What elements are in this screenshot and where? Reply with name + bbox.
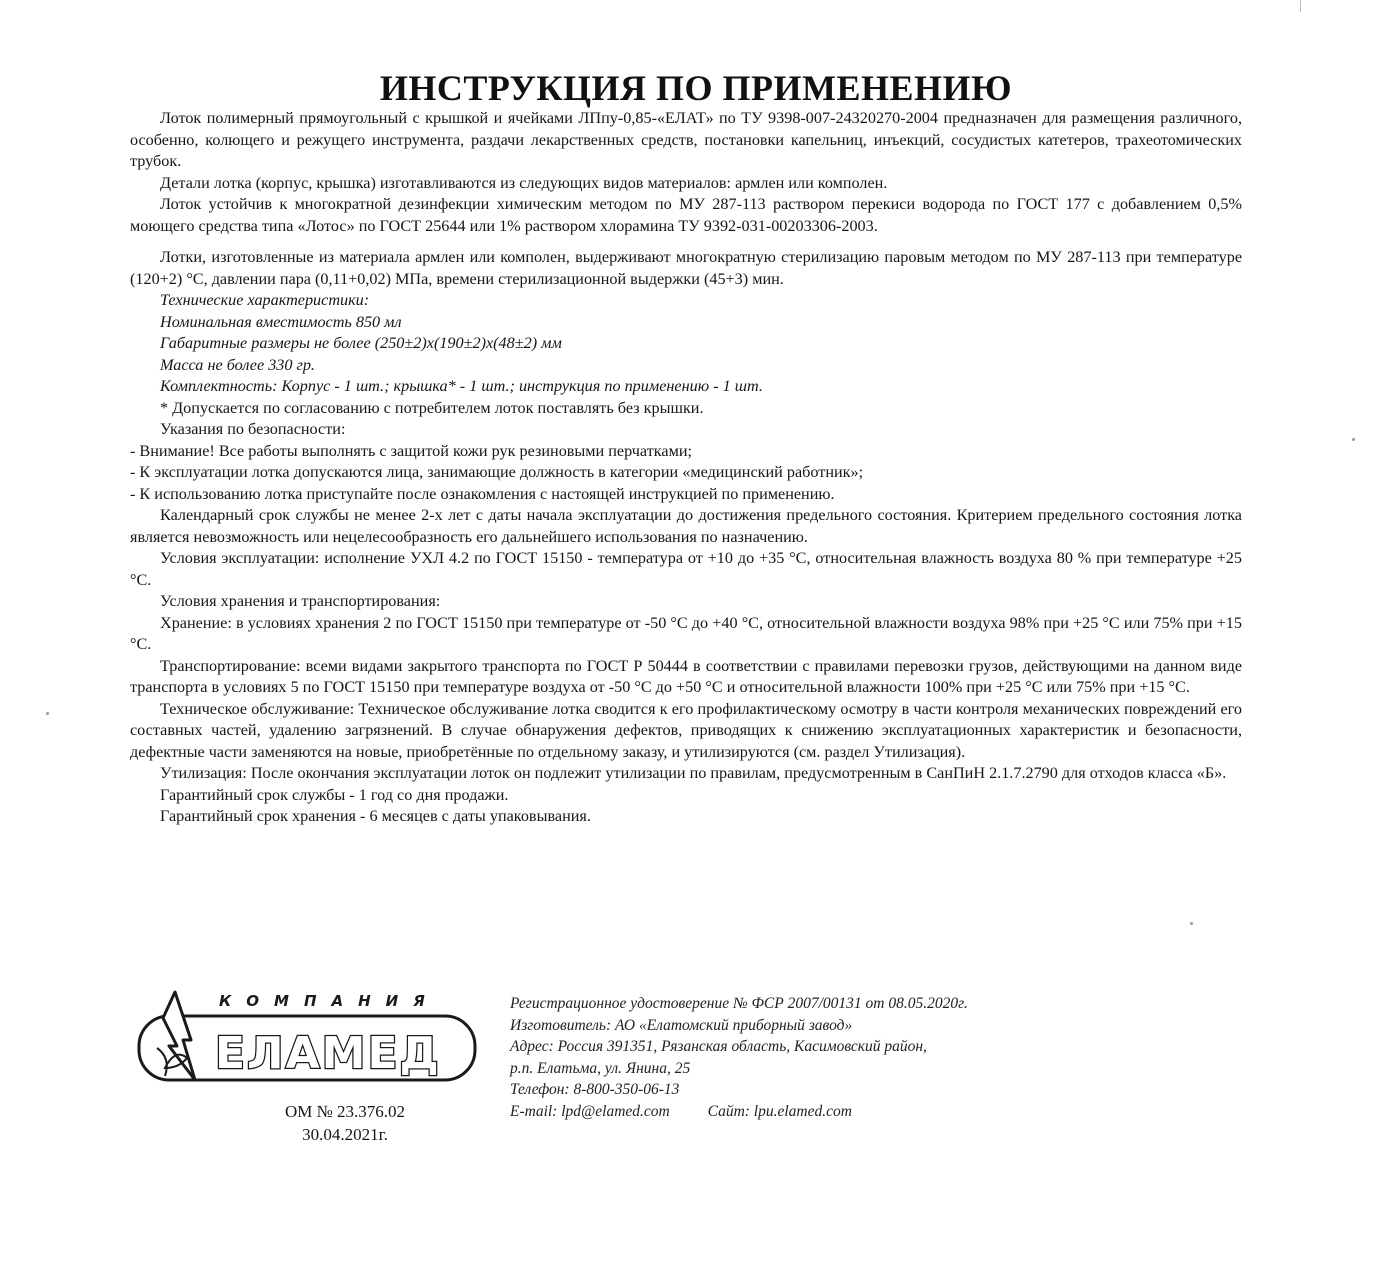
spec-dimensions: Габаритные размеры не более (250±2)х(190±2)х(48±2) мм — [160, 334, 562, 352]
storage-title: Условия хранения и транспортирования: — [160, 592, 441, 610]
logo-brand: ЕЛАМЕД — [215, 1028, 441, 1079]
paragraph-purpose: Лоток полимерный прямоугольный с крышкой и ячейками ЛПпу-0,85-«ЕЛАТ» по ТУ 9398-007-24320270-2004 предназначен для размещения различного, особенно, колющего и режущего инструмента, раздачи лекарственных средств, постановки капельниц, инъекций, сосудистых катетеров, трахеотомических трубок. — [130, 109, 1242, 170]
spec-volume: Номинальная вместимость 850 мл — [160, 312, 402, 331]
manufacturer: Изготовитель: АО «Елатомский приборный завод» — [510, 1016, 853, 1034]
site-link[interactable]: Сайт: lpu.elamed.com — [707, 1102, 852, 1120]
om-block — [230, 1100, 460, 1146]
safety-item-instruction: - К использованию лотка приступайте после ознакомления с настоящей инструкцией по применению. — [130, 484, 835, 503]
om-date: 30.04.2021г. — [302, 1125, 388, 1144]
paragraph-disinfection: Лоток устойчив к многократной дезинфекции химическим методом по МУ 287-113 раствором перекиси водорода по ГОСТ 177 с добавлением 0,5% моющего средства типа «Лотос» по ГОСТ 25644 или 1% раствором хлорамина ТУ 9392-031-00203306-2003. — [130, 195, 1242, 235]
document-title: ИНСТРУКЦИЯ ПО ПРИМЕНЕНИЮ — [379, 68, 1013, 108]
phone: Телефон: 8-800-350-06-13 — [510, 1081, 680, 1098]
spec-title: Технические характеристики: — [160, 291, 370, 309]
instruction-body — [130, 108, 1242, 828]
scan-speck — [46, 712, 49, 715]
footnote: * Допускается по согласованию с потребителем лоток поставлять без крышки. — [160, 398, 704, 417]
paragraph-transport: Транспортирование: всеми видами закрытого транспорта по ГОСТ Р 50444 в соответствии с правилами перевозки грузов, действующими на данном виде транспорта в условиях 5 по ГОСТ 15150 при температуре воздуха от -50 °С до +50 °С и относительной влажности 100% при +25 °С или 75% при +15 °С. — [130, 656, 1242, 696]
safety-title: Указания по безопасности: — [160, 420, 346, 438]
spec-kit: Комплектность: Корпус - 1 шт.; крышка* - 1 шт.; инструкция по применению - 1 шт. — [160, 377, 763, 395]
contacts-line — [510, 1101, 1210, 1123]
scan-corner-mark — [1300, 0, 1309, 12]
registration-certificate: Регистрационное удостоверение № ФСР 2007/00131 от 08.05.2020г. — [510, 995, 968, 1012]
scan-speck — [1352, 438, 1355, 441]
spec-mass: Масса не более 330 гр. — [160, 355, 315, 374]
paragraph-maintenance: Техническое обслуживание: Техническое обслуживание лотка сводится к его профилактическому осмотру в части контроля механических повреждений его составных частей, удалению загрязнений. В случае обнаружения дефектов, приводящих к снижению эксплуатационных характеристик и безопасности, дефектные части заменяются на новые, приобретённые по отдельному заказу, и утилизируются (см. раздел Утилизация). — [130, 699, 1242, 761]
scan-speck — [1190, 922, 1193, 925]
paragraph-operation: Условия эксплуатации: исполнение УХЛ 4.2 по ГОСТ 15150 - температура от +10 до +35 °С, относительная влажность воздуха 80 % при температуре +25 °С. — [130, 549, 1242, 589]
paragraph-disposal: Утилизация: После окончания эксплуатации лоток он подлежит утилизации по правилам, предусмотренным в СанПиН 2.1.7.2790 для отходов класса «Б». — [160, 764, 1227, 782]
address-line-2: р.п. Елатьма, ул. Янина, 25 — [510, 1059, 691, 1077]
paragraph-storage: Хранение: в условиях хранения 2 по ГОСТ 15150 при температуре от -50 °С до +40 °С, относительной влажности воздуха 98% при +25 °С или 75% при +15 °С. — [130, 613, 1242, 653]
address-line-1: Адрес: Россия 391351, Рязанская область, Касимовский район, — [510, 1038, 927, 1055]
company-logo — [135, 988, 480, 1088]
flame-icon — [157, 992, 195, 1080]
safety-item-gloves: - Внимание! Все работы выполнять с защитой кожи рук резиновыми перчатками; — [130, 441, 692, 460]
email-link[interactable]: E-mail: lpd@elamed.com — [510, 1102, 670, 1120]
logo-company-word: КОМПАНИЯ — [219, 992, 440, 1010]
paragraph-service-life: Календарный срок службы не менее 2-х лет с даты начала эксплуатации до достижения предельного состояния. Критерием предельного состояния лотка является невозможность или нецелесообразность его дальнейшего использования по назначению. — [130, 506, 1242, 546]
paragraph-materials: Детали лотка (корпус, крышка) изготавливаются из следующих видов материалов: армлен или комполен. — [160, 173, 888, 192]
safety-item-personnel: - К эксплуатации лотка допускаются лица, занимающие должность в категории «медицинский работник»; — [130, 463, 864, 481]
warranty-service: Гарантийный срок службы - 1 год со дня продажи. — [160, 785, 509, 804]
warranty-storage: Гарантийный срок хранения - 6 месяцев с даты упаковывания. — [160, 807, 591, 825]
registration-block — [510, 993, 1210, 1122]
paragraph-sterilization: Лотки, изготовленные из материала армлен или комполен, выдерживают многократную стерилизацию паровым методом по МУ 287-113 при температуре (120+2) °С, давлении пара (0,11+0,02) МПа, времени стерилизационной выдержки (45+3) мин. — [130, 248, 1242, 288]
om-number: ОМ № 23.376.02 — [284, 1102, 406, 1121]
elamed-logo-graphic — [135, 988, 480, 1088]
